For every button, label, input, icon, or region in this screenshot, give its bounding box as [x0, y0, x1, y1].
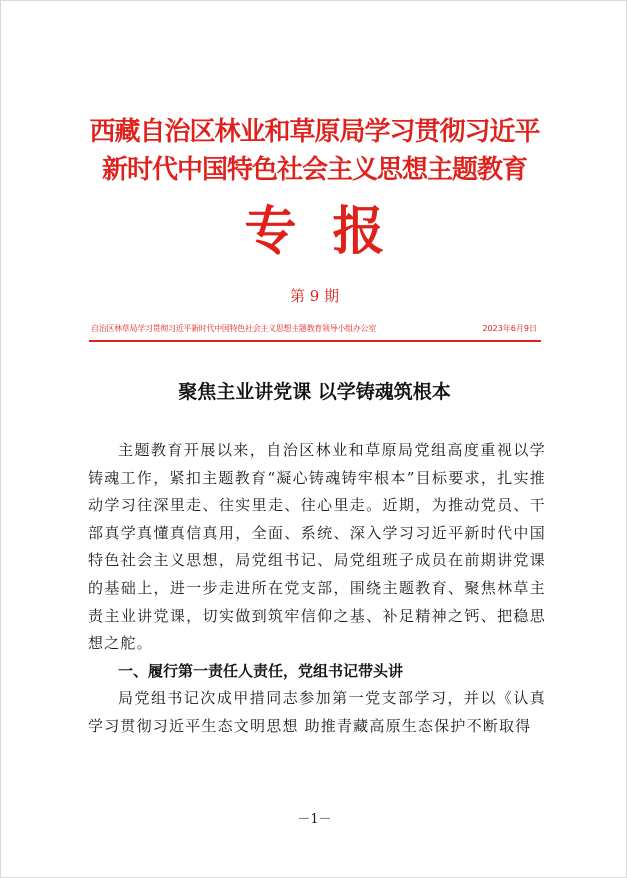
masthead-line-1: 西藏自治区林业和草原局学习贯彻习近平: [89, 117, 540, 147]
issuer-row: [91, 321, 539, 337]
section-heading: 一、履行第一责任人责任，党组书记带头讲: [118, 661, 404, 680]
masthead: [1, 113, 627, 189]
page-number: －1－: [297, 812, 332, 827]
issue-date: 2023年6月9日: [482, 324, 537, 333]
red-divider-line: [89, 340, 541, 342]
article-title: 聚焦主业讲党课 以学铸魂筑根本: [178, 381, 451, 403]
paragraph: 主题教育开展以来，自治区林业和草原局党组高度重视以学铸魂工作，紧扣主题教育“凝心铸魂铸牢根本”目标要求，扎实推动学习往深里走、往实里走、往心里走。近期，为推动党员、干部真学真懂真信真用，全面、系统、深入学习习近平新时代中国特色社会主义思想，局党组书记、局党组班子成员在前期讲党课的基础上，进一步走进所在党支部，围绕主题教育、聚焦林草主责主业讲党课，切实做到筑牢信仰之基、补足精神之钙、把稳思想之舵。: [88, 441, 546, 653]
paragraph: 局党组书记次成甲措同志参加第一党支部学习，并以《认真学习贯彻习近平生态文明思想 助推青藏高原生态保护不断取得: [88, 689, 546, 735]
issue-number: 第 9 期: [289, 287, 340, 305]
special-report-title: 专报: [244, 201, 421, 262]
masthead-line-2: 新时代中国特色社会主义思想主题教育: [101, 155, 527, 185]
issuer-office: 自治区林草局学习贯彻习近平新时代中国特色社会主义思想主题教育领导小组办公室: [91, 324, 376, 333]
article-body: [88, 437, 546, 741]
